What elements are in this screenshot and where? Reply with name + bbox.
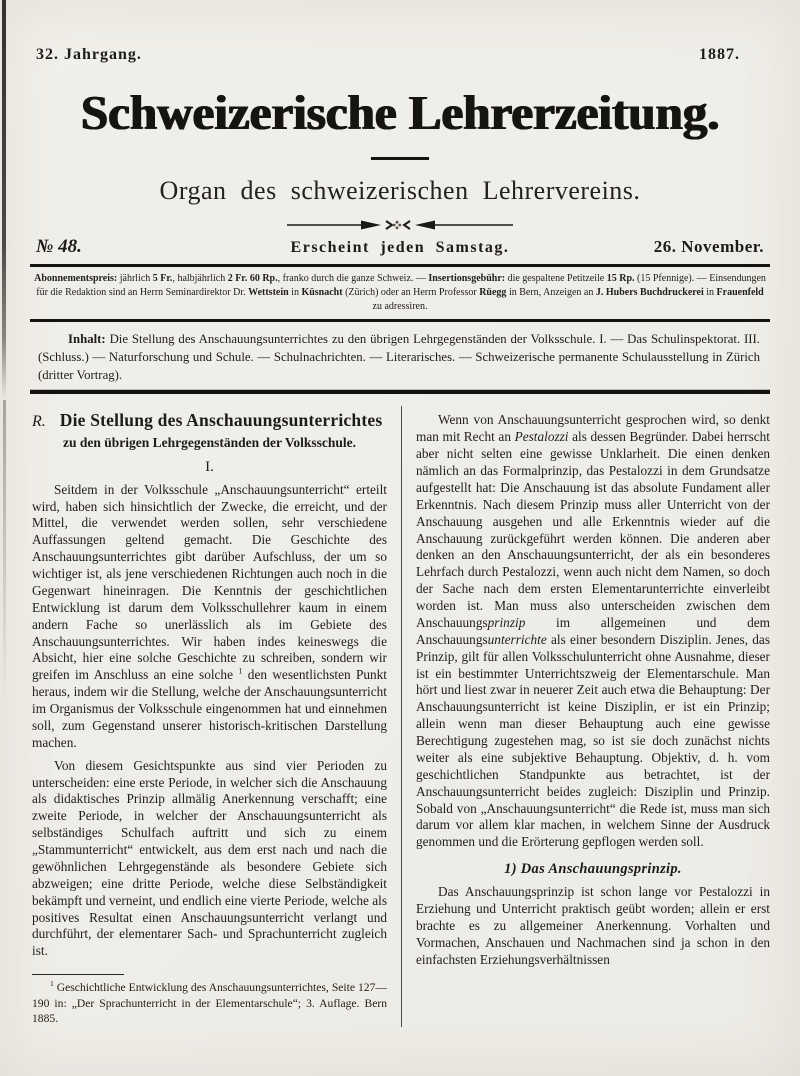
newspaper-title: Schweizerische Lehrerzeitung. [80,85,720,140]
volume-label: 32. Jahrgang. [36,46,142,63]
author-initial: R. [32,413,46,431]
issue-info-row [36,236,764,258]
horizontal-rule [30,319,770,322]
sub-section-heading: 1) Das Anschauungsprinzip. [504,861,682,878]
horizontal-rule [30,264,770,267]
issue-number: № 48. [36,236,82,257]
article-paragraph: Das Anschauungsprinzip ist schon lange vor Pestalozzi in Erziehung und Unterricht praktisch geübt worden; allein er erst brachte es zu allgemeiner Anerkennung. Vorhalten und Vormachen, Anschauen und Nachmachen sind ja schon in den einfachsten Erziehungsverhältnissen [416,884,770,967]
article-columns [32,406,770,1027]
newspaper-subtitle: Organ des schweizerischen Lehrervereins. [159,176,641,205]
article-title: Die Stellung des Anschauungsunterrichtes [59,410,383,431]
issue-date: 26. November. [653,237,764,256]
heavy-horizontal-rule [30,390,770,394]
right-column [401,406,770,1027]
left-column [32,406,401,1027]
subscription-fineprint: Abonnementspreis: jährlich 5 Fr., halbjährlich 2 Fr. 60 Rp., franko durch die ganze Schweiz. — Insertionsgebühr: die gespaltene Petitzeile 15 Rp. (15 Pfennige). — Einsendungen für die Redaktion sind an Herrn Seminardirektor Dr. Wettstein in Küsnacht (Zürich) oder an Herrn Professor Rüegg in Bern, Anzeigen an J. Hubers Buchdruckerei in Frauenfeld zu adressiren. [34,273,766,312]
article-heading [32,410,387,431]
article-paragraph: Seitdem in der Volksschule „Anschauungsunterricht“ erteilt wird, haben sich hinsichtlich der Zwecke, die erreicht, und der Mittel, die verwendet werden sollen, sehr verschiedene Auffassungen geltend gemacht. Die Geschichte des Anschauungsunterrichtes gibt darüber Aufschluss, der um so wichtiger ist, als jene verschiedenen Richtungen auch noch in die Gegenwart hineinragen. Die Kenntnis der geschichtlichen Entwicklung ist darum dem Volksschullehrer kaum in einem andern Fache so unerlässlich als im Gebiete des Anschauungsunterrichtes. Wir haben indes keineswegs die Absicht, hier eine solche Geschichte zu schreiben, sondern wir greifen im Anschluss an eine solche $^1$ den wesentlichsten Punkt heraus, indem wir die Stellung, welche der Anschauungsunterricht im Organismus der Volksschule eingenommen hat und einnehmen soll, zum Gegenstand unserer historisch-kritischen Darstellung machen. [32,481,387,750]
year-label: 1887. [699,46,740,63]
article-paragraph: Von diesem Gesichtspunkte aus sind vier Perioden zu unterscheiden: eine erste Periode, in welcher sich die Anschauung als didaktisches Prinzip allmälig Anerkennung verschafft; eine zweite Periode, in welcher der Anschauungsunterricht als selbständiges Schulfach auftritt und sich zu einem „Stammunterricht“ entwickelt, aus dem erst nach und nach die gewöhnlichen Lehrgegenstände als besondere Gebiete sich abzweigen; eine dritte Periode, welche diese Selbständigkeit bekämpft und verneint, und endlich eine vierte Periode, welche als positives Resultat einen Anschauungsunterricht verlangt und durchführt, der elementarer Sach- und Sprachunterricht zugleich ist. [32,757,387,959]
section-number: I. [205,458,214,475]
publication-schedule: Erscheint jeden Samstag. [290,239,510,256]
footnote: $^1$ Geschichtliche Entwicklung des Anschauungsunterrichtes, Seite 127—190 in: „Der Sprachunterricht in der Elementarschule“; 3. Auflage. Bern 1885. [32,979,387,1026]
article-subtitle: zu den übrigen Lehrgegenständen der Volksschule. [62,434,357,450]
scan-edge-artifact-lower [3,400,6,700]
table-of-contents: Inhalt: Die Stellung des Anschauungsunterrichtes zu den übrigen Lehrgegenständen der Volksschule. I. — Das Schulinspektorat. III. (Schluss.) — Naturforschung und Schule. — Schulnachrichten. — Literarisches. — Schweizerische permanente Schulausstellung in Zürich (dritter Vortrag). [38,332,760,383]
title-divider-rule [371,157,429,160]
divider-ornament-icon [0,218,800,232]
page-header-row [36,46,740,64]
scan-edge-artifact [2,0,6,400]
footnote-rule [32,974,124,975]
article-paragraph: Wenn von Anschauungsunterricht gesprochen wird, so denkt man mit Recht an Pestalozzi als dessen Begründer. Dabei herrscht aber nicht selten eine gewisse Unklarheit. Die einen denken nämlich an das Formalprinzip, das Pestalozzi in dem Grundsatze aufgestellt hat: Die Anschauung ist das absolute Fundament aller Erkenntnis. Nach diesem Prinzip muss aller Unterricht von der Anschauung ausgehen und alle Erkenntnis wieder auf die Anschauung zurückgeführt werden können. Die anderen aber denken an den Anschauungsunterricht, der als ein besonderes Lehrfach durch Pestalozzi, wenn auch nicht dem Namen, so doch der Sache nach dem ersten Elementarunterrichte einverleibt worden ist. Man muss also unterscheiden zwischen dem Anschauungsprinzip im allgemeinen und dem Anschauungsunterrichte als einer besondern Disziplin. Jenes, das Prinzip, gilt für allen Volksschulunterricht ohne Ausnahme, dieser ist ein bestimmter Unterrichtszweig der Elementarschule. Man hört und liest zwar in neuerer Zeit auch etwa die Behauptung: Der Anschauungsunterricht ist keine Disziplin, er ist ein Prinzip; allein wenn man dieser Behauptung auch eine gewisse Berechtigung zugestehen mag, so ist sie doch zunächst nichts weiter als eine subjektive Behauptung. Objektiv, d. h. vom geschichtlichen Standpunkte aus betrachtet, ist der Anschauungsunterricht beides zugleich: Disziplin und Prinzip. Sobald von „Anschauungsunterricht“ die Rede ist, muss man sich darum vor allem klar machen, in welchem Sinne der Ausdruck genommen und die Erörterung gepflogen werden soll. [416,412,770,850]
